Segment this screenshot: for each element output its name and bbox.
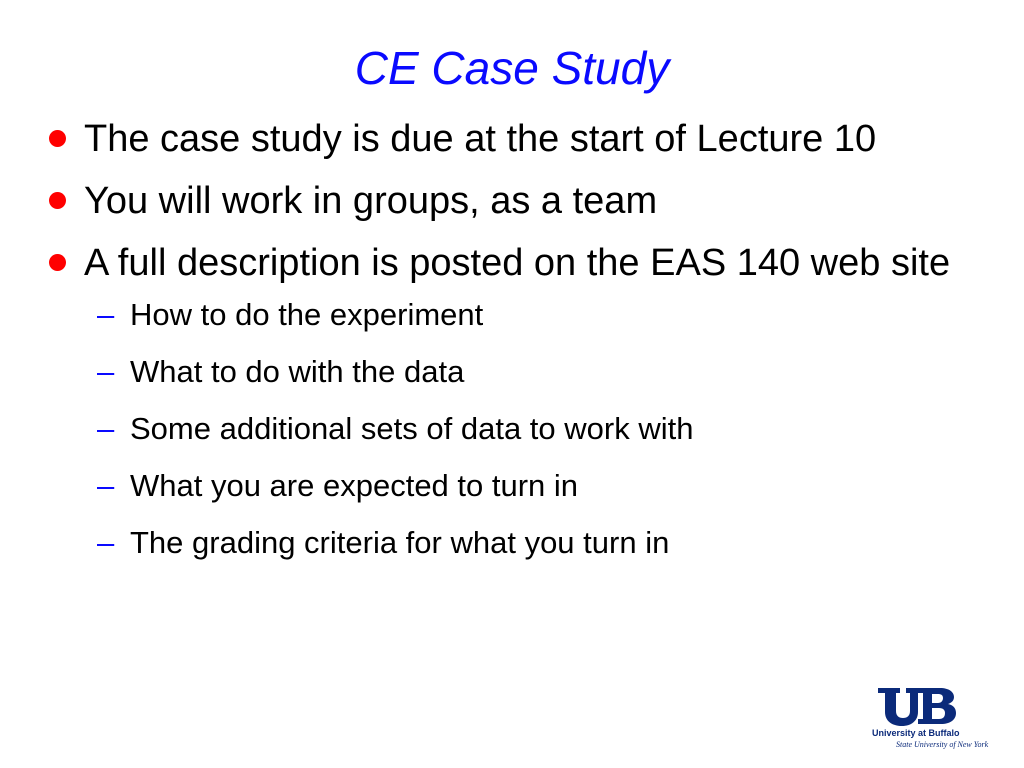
sub-bullet-text: How to do the experiment [130,297,484,332]
bullet-dot-icon [49,254,66,271]
bullet-list [40,112,980,581]
slide-title: CE Case Study [354,42,670,94]
bullet-dot-icon [49,192,66,209]
sub-bullet-text: The grading criteria for what you turn in [130,525,670,560]
logo-state-university: State University of New York [896,740,989,749]
sub-bullet-item [40,524,980,562]
bullet-text: A full description is posted on the EAS 140 web site [84,242,951,284]
bullet-text: The case study is due at the start of Lecture 10 [84,118,877,160]
dash-icon: – [97,468,115,503]
dash-icon: – [97,525,115,560]
bullet-item [40,174,980,228]
sub-bullet-item [40,467,980,505]
sub-bullet-item [40,296,980,334]
sub-bullet-list [84,296,980,562]
bullet-dot-icon [49,130,66,147]
sub-bullet-item [40,353,980,391]
dash-icon: – [97,354,115,389]
sub-bullet-text: Some additional sets of data to work with [130,411,694,446]
university-logo [866,684,996,756]
logo-university-name: University at Buffalo [872,728,960,738]
ub-monogram-icon [866,684,996,728]
sub-bullet-text: What to do with the data [130,354,465,389]
sub-bullet-item [40,410,980,448]
bullet-text: You will work in groups, as a team [84,180,658,222]
dash-icon: – [97,411,115,446]
bullet-item [40,236,980,562]
bullet-item [40,112,980,166]
sub-bullet-text: What you are expected to turn in [130,468,579,503]
dash-icon: – [97,297,115,332]
